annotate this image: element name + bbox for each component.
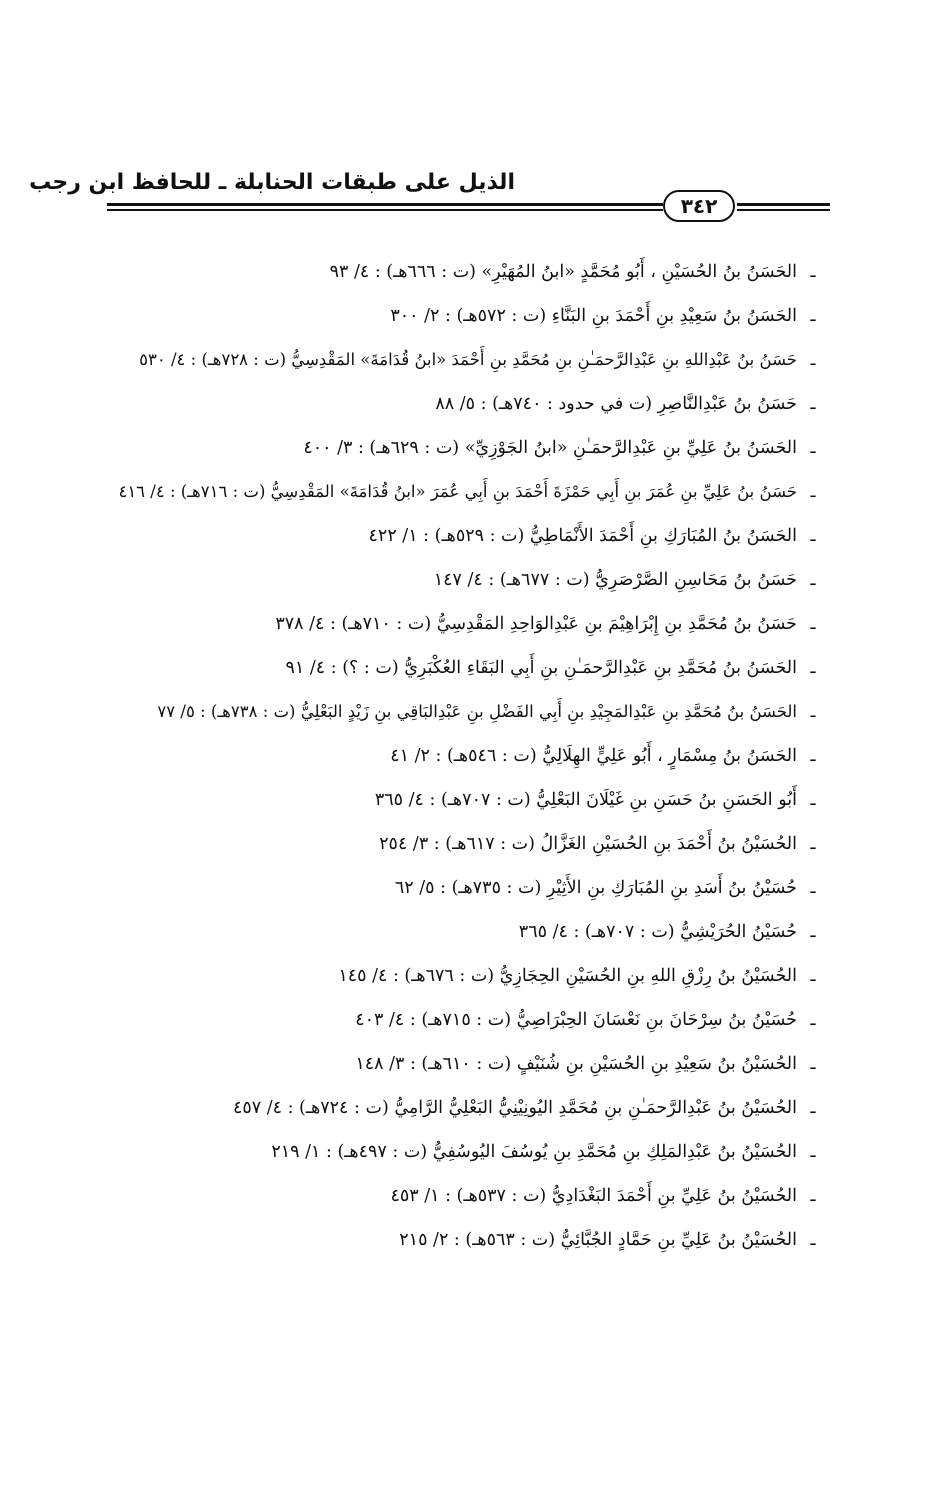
entry-text: حَسَنُ بنُ عَلِيِّ بنِ عُمَرَ بنِ أَبِي حَمْزَةَ أَحْمَدَ بنِ أَبِي عُمَرَ «ابنُ قُدَامَةَ» المَقْدِسِيُّ (ت : ٧١٦هـ) : ٤/ ٤١٦ <box>118 482 797 501</box>
entry-text: حَسَنُ بنُ مُحَمَّدِ بنِ إِبْرَاهِيْمَ بنِ عَبْدِالوَاحِدِ المَقْدِسِيُّ (ت : ٧١٠هـ) : ٤/ ٣٧٨ <box>275 614 797 634</box>
entry-text: الحَسَنُ بنُ المُبَارَكِ بنِ أَحْمَدَ الأَنْمَاطِيُّ (ت : ٥٢٩هـ) : ١/ ٤٢٢ <box>368 526 797 546</box>
entry-marker: ـ <box>810 570 816 590</box>
entry-text: حَسَنُ بنُ مَحَاسِنِ الصَّرْصَرِيُّ (ت : ٦٧٧هـ) : ٤/ ١٤٧ <box>433 570 797 590</box>
running-title: الذيل على طبقات الحنابلة ـ للحافظ ابن رجب <box>29 170 515 195</box>
header-rule <box>737 209 830 211</box>
index-entry <box>123 646 823 690</box>
entry-marker: ـ <box>810 1142 816 1162</box>
index-entry <box>123 910 823 954</box>
entry-text: الحَسَنُ بنُ مُحَمَّدِ بنِ عَبْدِالرَّحمَـٰنِ بنِ أَبِي البَقَاءِ العُكْبَرِيُّ (ت : ؟) : ٤/ ٩١ <box>285 658 797 678</box>
entry-marker: ـ <box>810 438 816 458</box>
entry-marker: ـ <box>810 790 816 810</box>
index-entry <box>123 514 823 558</box>
entry-text: الحَسَنُ بنُ الحُسَيْنِ ، أَبُو مُحَمَّدٍ «ابنُ المُهَيْرِ» (ت : ٦٦٦هـ) : ٤/ ٩٣ <box>329 262 797 282</box>
entry-marker: ـ <box>810 262 816 282</box>
index-entry <box>123 250 823 294</box>
header-rule <box>107 209 663 211</box>
entry-marker: ـ <box>810 394 816 414</box>
index-entry <box>123 1086 823 1130</box>
entry-text: الحُسَيْنُ بنُ رِزْقِ اللهِ بنِ الحُسَيْنِ الحِجَازِيُّ (ت : ٦٧٦هـ) : ٤/ ١٤٥ <box>338 966 797 986</box>
index-entry <box>123 866 823 910</box>
entry-marker: ـ <box>810 966 816 986</box>
index-entry <box>123 294 823 338</box>
entry-marker: ـ <box>810 1186 816 1206</box>
entry-marker: ـ <box>810 1054 816 1074</box>
header-rule <box>737 203 830 206</box>
entry-marker: ـ <box>810 1098 816 1118</box>
entry-marker: ـ <box>810 702 816 721</box>
index-entries <box>118 250 823 1262</box>
entry-marker: ـ <box>810 922 816 942</box>
entry-text: الحُسَيْنُ بنُ عَلِيِّ بنِ حَمَّادٍ الجُبَّائِيُّ (ت : ٥٦٣هـ) : ٢/ ٢١٥ <box>399 1230 797 1250</box>
index-entry <box>123 822 823 866</box>
entry-marker: ـ <box>810 526 816 546</box>
index-entry <box>123 1218 823 1262</box>
entry-marker: ـ <box>810 482 816 501</box>
page-number: ٣٤٢ <box>663 190 735 222</box>
entry-marker: ـ <box>810 658 816 678</box>
index-entry <box>123 734 823 778</box>
index-entry <box>123 690 823 734</box>
entry-marker: ـ <box>810 834 816 854</box>
entry-text: الحَسَنُ بنُ مُحَمَّدِ بنِ عَبْدِالمَجِيْدِ بنِ أَبِي الفَضْلِ بنِ عَبْدِالبَاقِي بنِ زَيْدٍ البَعْلِيُّ (ت : ٧٣٨هـ) : ٥/ ٧٧ <box>157 702 797 721</box>
entry-text: الحَسَنُ بنُ عَلِيِّ بنِ عَبْدِالرَّحمَـٰنِ «ابنُ الجَوْزِيِّ» (ت : ٦٢٩هـ) : ٣/ ٤٠٠ <box>303 438 797 458</box>
index-entry <box>118 470 823 514</box>
index-entry <box>123 338 823 382</box>
entry-text: حُسَيْنُ بنُ سِرْحَانَ بنِ نَعْسَانَ الحِبْرَاصِيُّ (ت : ٧١٥هـ) : ٤/ ٤٠٣ <box>355 1010 797 1030</box>
index-entry <box>123 778 823 822</box>
index-entry <box>123 1042 823 1086</box>
index-entry <box>123 382 823 426</box>
entry-text: الحَسَنُ بنُ سَعِيْدِ بنِ أَحْمَدَ بنِ البَنَّاءِ (ت : ٥٧٢هـ) : ٢/ ٣٠٠ <box>390 306 797 326</box>
entry-text: حَسَنُ بنُ عَبْدِاللهِ بنِ عَبْدِالرَّحمَـٰنِ بنِ مُحَمَّدِ بنِ أَحْمَدَ «ابنُ قُدَامَةَ» المَقْدِسِيُّ (ت : ٧٢٨هـ) : ٤/ ٥٣٠ <box>139 350 797 369</box>
entry-text: الحُسَيْنُ بنُ عَبْدِالرَّحمَـٰنِ بنِ مُحَمَّدِ اليُونِيْنِيُّ البَعْلِيُّ الرَّامِيُّ (ت : ٧٢٤هـ) : ٤/ ٤٥٧ <box>232 1098 797 1118</box>
entry-marker: ـ <box>810 614 816 634</box>
entry-text: الحَسَنُ بنُ مِسْمَارٍ ، أَبُو عَلِيٍّ الهِلَالِيُّ (ت : ٥٤٦هـ) : ٢/ ٤١ <box>390 746 797 766</box>
entry-text: الحُسَيْنُ بنُ عَبْدِالمَلِكِ بنِ مُحَمَّدِ بنِ يُوسُفَ اليُوسُفِيُّ (ت : ٤٩٧هـ) : ١/ ٢١٩ <box>271 1142 797 1162</box>
entry-marker: ـ <box>810 1010 816 1030</box>
index-entry <box>123 602 823 646</box>
entry-text: أَبُو الحَسَنِ بنُ حَسَنِ بنِ غَيْلَانَ البَعْلِيُّ (ت : ٧٠٧هـ) : ٤/ ٣٦٥ <box>374 790 797 810</box>
index-entry <box>123 998 823 1042</box>
entry-text: حَسَنُ بنُ عَبْدِالنَّاصِرِ (ت في حدود : ٧٤٠هـ) : ٥/ ٨٨ <box>435 394 797 414</box>
entry-marker: ـ <box>810 306 816 326</box>
entry-marker: ـ <box>810 878 816 898</box>
entry-text: حُسَيْنُ الحُرَيْشِيُّ (ت : ٧٠٧هـ) : ٤/ ٣٦٥ <box>518 922 797 942</box>
index-entry <box>123 426 823 470</box>
index-entry <box>123 558 823 602</box>
entry-text: الحُسَيْنُ بنُ أَحْمَدَ بنِ الحُسَيْنِ الغَزَّالُ (ت : ٦١٧هـ) : ٣/ ٢٥٤ <box>379 834 797 854</box>
entry-marker: ـ <box>810 1230 816 1250</box>
header-rule <box>107 203 663 206</box>
index-entry <box>123 954 823 998</box>
index-entry <box>123 1130 823 1174</box>
entry-text: حُسَيْنُ بنُ أَسَدِ بنِ المُبَارَكِ بنِ الأَثِيْرِ (ت : ٧٣٥هـ) : ٥/ ٦٢ <box>394 878 797 898</box>
entry-text: الحُسَيْنُ بنُ عَلِيِّ بنِ أَحْمَدَ البَغْدَادِيُّ (ت : ٥٣٧هـ) : ١/ ٤٥٣ <box>390 1186 797 1206</box>
entry-text: الحُسَيْنُ بنُ سَعِيْدِ بنِ الحُسَيْنِ بنِ شُنَيْفٍ (ت : ٦١٠هـ) : ٣/ ١٤٨ <box>355 1054 797 1074</box>
entry-marker: ـ <box>810 350 816 369</box>
index-entry <box>123 1174 823 1218</box>
entry-marker: ـ <box>810 746 816 766</box>
